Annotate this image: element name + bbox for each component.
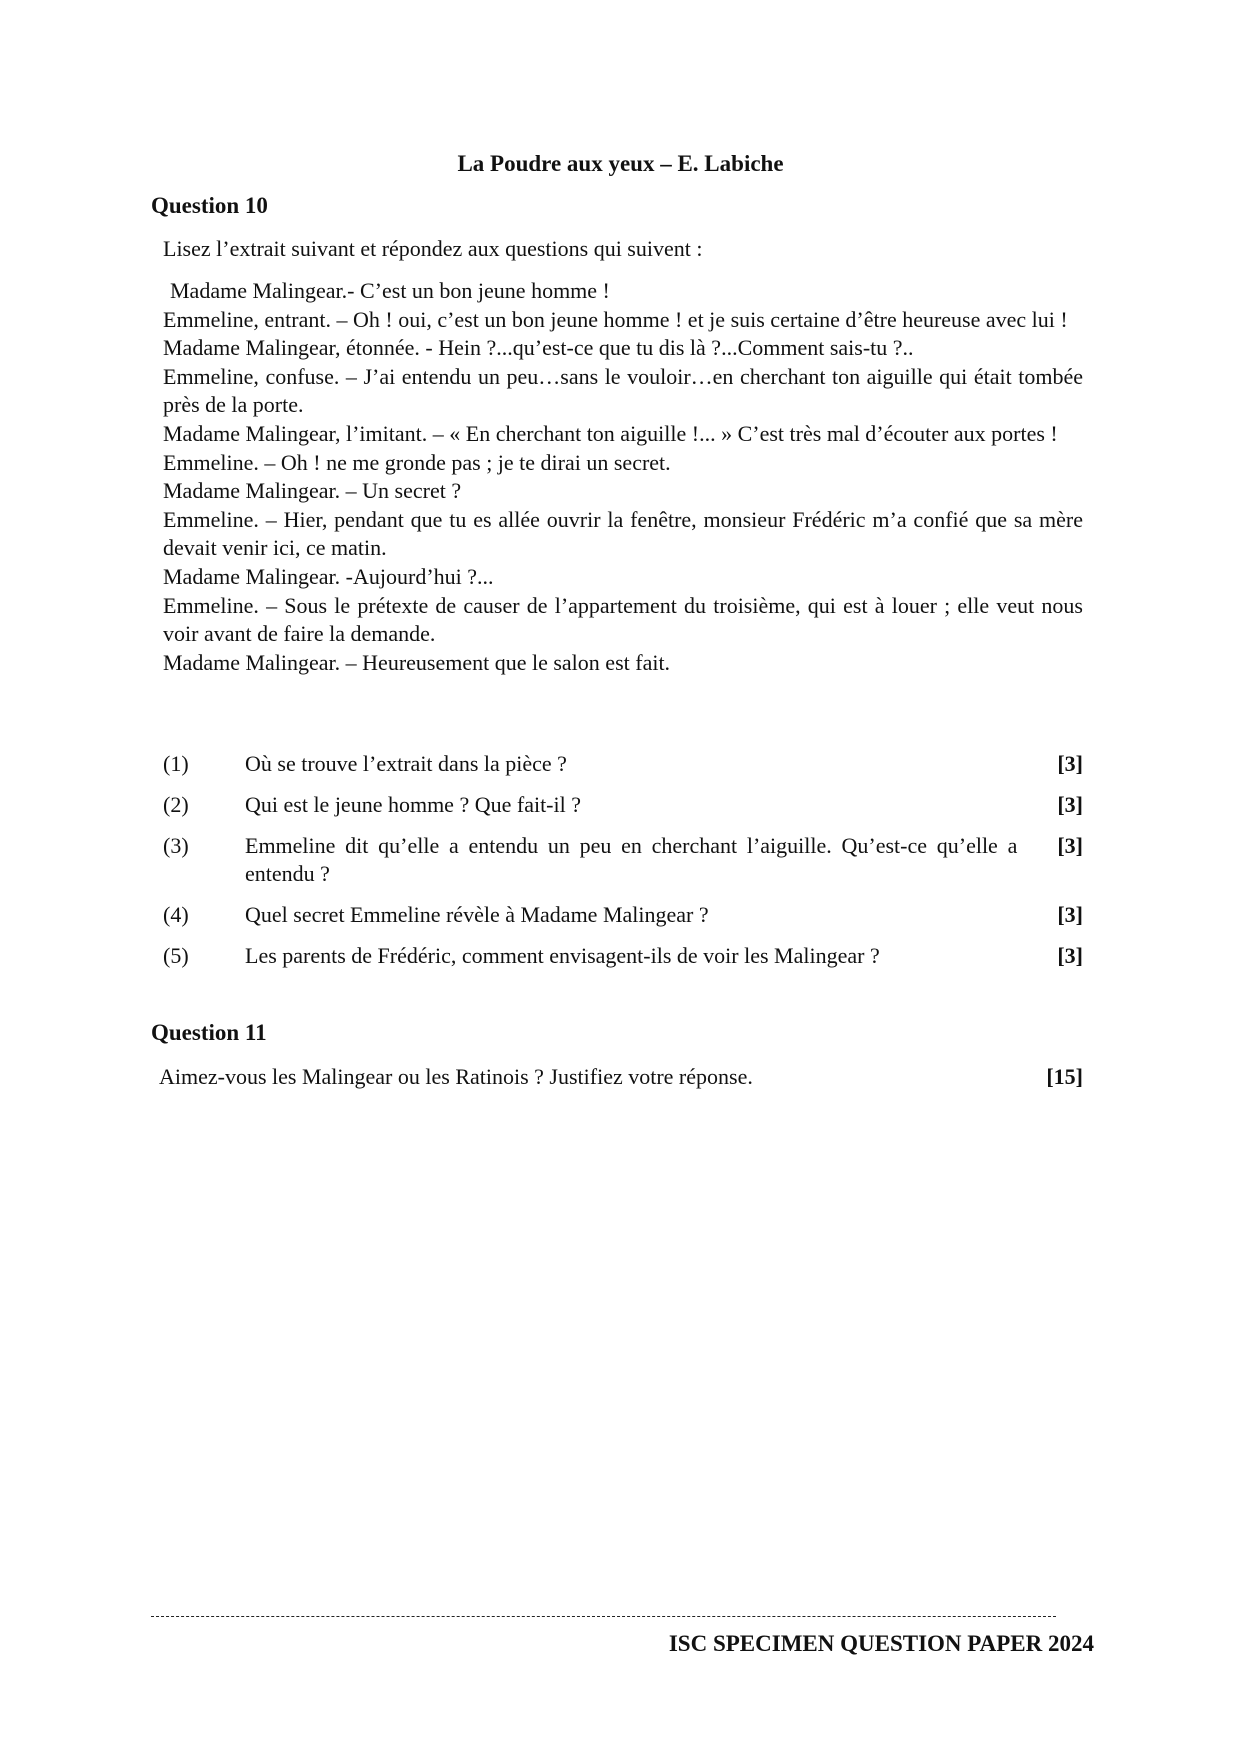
extract-line: Emmeline. – Oh ! ne me gronde pas ; je te dirai un secret. — [163, 449, 671, 475]
extract-line: Madame Malingear. – Heureusement que le salon est fait. — [163, 649, 671, 675]
sub-question-number: (2) — [163, 792, 189, 817]
sub-question-list — [163, 750, 1083, 970]
sub-question-text: Quel secret Emmeline révèle à Madame Malingear ? — [245, 902, 709, 927]
sub-question-number: (4) — [163, 902, 189, 927]
question-11-text: Aimez-vous les Malingear ou les Ratinois ? Justifiez votre réponse. — [159, 1064, 753, 1089]
sub-question-marks: [3] — [1057, 902, 1083, 927]
sub-question-text: Qui est le jeune homme ? Que fait-il ? — [245, 792, 581, 817]
extract-line: Emmeline. – Hier, pendant que tu es allée ouvrir la fenêtre, monsieur Frédéric m’a confié que sa mère devait venir ici, ce matin. — [163, 506, 1083, 561]
sub-question — [163, 942, 1083, 970]
sub-question-text: Emmeline dit qu’elle a entendu un peu en cherchant l’aiguille. Qu’est-ce qu’elle a entendu ? — [245, 833, 1018, 886]
sub-question — [163, 901, 1083, 929]
question-10-heading: Question 10 — [151, 193, 268, 218]
extract-line: Emmeline. – Sous le prétexte de causer de l’appartement du troisième, qui est à louer ; elle veut nous voir avant de faire la demande. — [163, 592, 1083, 647]
sub-question-marks: [3] — [1057, 751, 1083, 776]
question-11-marks: [15] — [1046, 1064, 1083, 1089]
sub-question-number: (3) — [163, 833, 189, 858]
extract-line: Emmeline, entrant. – Oh ! oui, c’est un bon jeune homme ! et je suis certaine d’être heureuse avec lui ! — [163, 306, 1068, 332]
sub-question — [163, 750, 1083, 778]
sub-question-number: (1) — [163, 751, 189, 776]
extract-line: Madame Malingear. -Aujourd’hui ?... — [163, 563, 494, 589]
extract-line: Madame Malingear.- C’est un bon jeune homme ! — [170, 278, 610, 303]
question-10-instruction: Lisez l’extrait suivant et répondez aux questions qui suivent : — [163, 236, 703, 261]
extract-line: Madame Malingear. – Un secret ? — [163, 478, 462, 504]
sub-question — [163, 832, 1083, 888]
extract-line: Madame Malingear, l’imitant. – « En cherchant ton aiguille !... » C’est très mal d’écouter aux portes ! — [163, 420, 1058, 446]
sub-question — [163, 791, 1083, 819]
sub-question-number: (5) — [163, 943, 189, 968]
footer-divider — [151, 1616, 1056, 1617]
sub-question-marks: [3] — [1057, 943, 1083, 968]
question-11-heading: Question 11 — [151, 1020, 267, 1045]
footer-label: ISC SPECIMEN QUESTION PAPER 2024 — [668, 1631, 1094, 1656]
question-11-row — [159, 1063, 1083, 1091]
page-title: La Poudre aux yeux – E. Labiche — [457, 151, 784, 176]
extract-passage — [163, 277, 1083, 677]
sub-question-marks: [3] — [1057, 792, 1083, 817]
extract-line: Emmeline, confuse. – J’ai entendu un peu…sans le vouloir…en cherchant ton aiguille qui était tombée près de la porte. — [163, 363, 1083, 418]
sub-question-text: Les parents de Frédéric, comment envisagent-ils de voir les Malingear ? — [245, 943, 880, 968]
extract-line: Madame Malingear, étonnée. - Hein ?...qu’est-ce que tu dis là ?...Comment sais-tu ?.. — [163, 335, 914, 361]
sub-question-marks: [3] — [1057, 833, 1083, 858]
sub-question-text: Où se trouve l’extrait dans la pièce ? — [245, 751, 567, 776]
